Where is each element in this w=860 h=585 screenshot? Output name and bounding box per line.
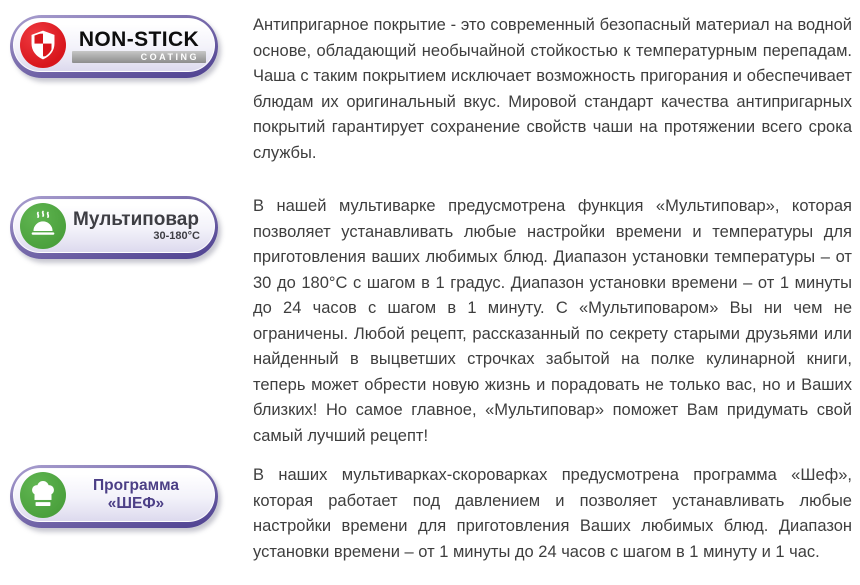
shield-icon: [20, 22, 66, 68]
feature-description-nonstick: Антипригарное покрытие - это современный безопасный материал на водной основе, обладающий необычайной стойкостью к температурным перепадам. Чаша с таким покрытием исключает возможность пригорания и обеспечивает блюдам их оригинальный вкус. Мировой стандарт качества антипригарных покрытий гарантирует сохранение свойств чаши на протяжении всего срока службы.: [253, 16, 852, 162]
badge-subtitle: COATING: [72, 51, 206, 63]
multicook-badge-inner: [13, 199, 215, 253]
non-stick-badge: [10, 15, 218, 78]
non-stick-badge-text: [66, 28, 214, 63]
multicook-badge-text: [66, 209, 214, 243]
badge-column: [10, 196, 253, 259]
badge-title: NON-STICK: [78, 27, 200, 51]
chef-badge: [10, 465, 218, 528]
badge-subtitle: 30-180°C: [153, 230, 200, 242]
cloche-steam-icon: [20, 203, 66, 249]
feature-description-chef: В наших мультиварках-скороварках предусмотрена программа «Шеф», которая работает под давлением и позволяет устанавливать любые настройки времени для приготовления Ваших любимых блюд. Диапазон установки времени – от 1 минуты до 24 часов с шагом в 1 минуту и 1 час.: [253, 466, 852, 561]
badge-column: [10, 465, 253, 528]
feature-row-chef: [10, 465, 852, 565]
badge-title: Программа «ШЕФ»: [93, 477, 179, 512]
chef-badge-inner: [13, 468, 215, 522]
feature-row-nonstick: [10, 15, 852, 166]
feature-description-multicook: В нашей мультиварке предусмотрена функция «Мультиповар», которая позволяет устанавливать любые настройки времени и температуры для приготовления ваших любимых блюд. Диапазон установки температуры – от 30 до 180°C с шагом в 1 градус. Диапазон установки времени – от 1 минуты до 24 часов с шагом в 1 минуту. С «Мультиповаром» Вы ни чем не ограничены. Любой рецепт, рассказанный по секрету старыми друзьями или найденный в выцветших строчках забытой на полке кулинарной книги, теперь может обрести новую жизнь и порадовать не только вас, но и Ваших близких! Но самое главное, «Мультиповар» поможет Вам придумать свой самый лучший рецепт!: [253, 197, 852, 445]
non-stick-badge-inner: [13, 18, 215, 72]
chef-hat-icon: [20, 472, 66, 518]
badge-column: [10, 15, 253, 78]
multicook-badge: [10, 196, 218, 259]
feature-row-multicook: [10, 196, 852, 449]
badge-title: Мультиповар: [73, 209, 199, 230]
